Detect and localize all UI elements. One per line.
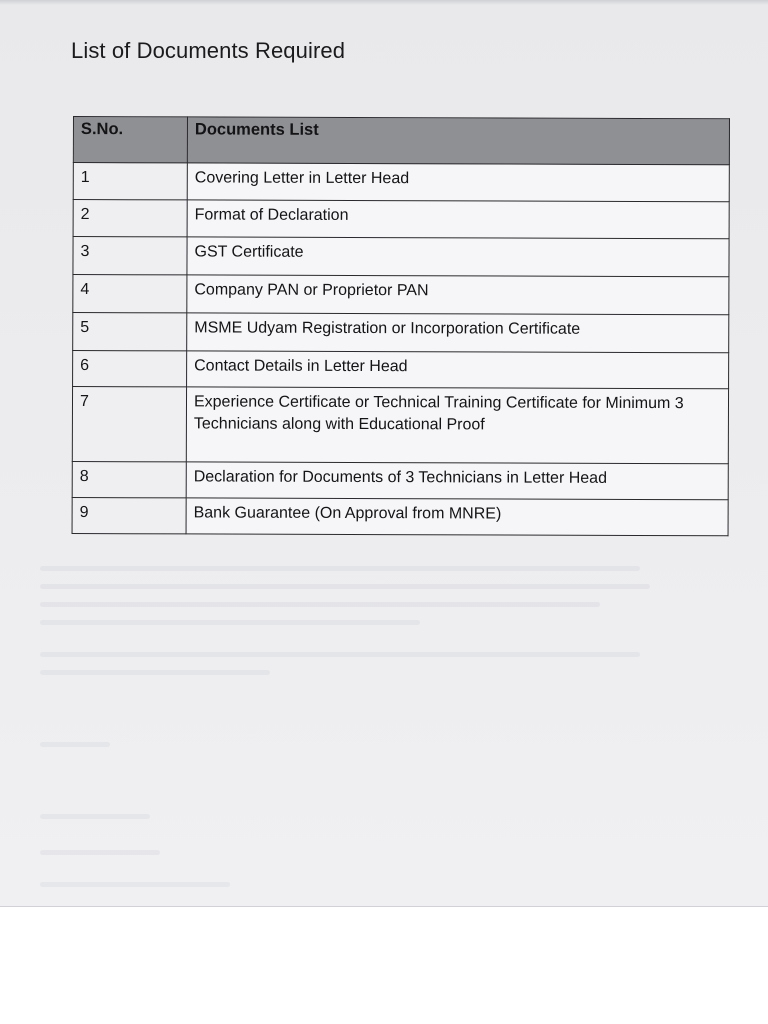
table-row	[73, 275, 729, 315]
paper-top-edge	[0, 0, 768, 5]
bleed-through-line	[40, 850, 160, 855]
documents-table	[72, 116, 730, 536]
table-row	[73, 163, 729, 202]
bleed-through-line	[40, 814, 150, 819]
table-row	[73, 237, 729, 277]
row-number: 9	[72, 497, 186, 533]
document-name: Format of Declaration	[187, 200, 729, 239]
row-number: 5	[73, 313, 187, 351]
table-row	[73, 200, 729, 239]
bleed-through-line	[40, 652, 640, 657]
table-row	[72, 497, 728, 535]
document-name: Experience Certificate or Technical Training Certificate for Minimum 3 Technicians along with Educational Proof	[186, 387, 728, 464]
table-row	[72, 387, 728, 464]
bleed-through-line	[40, 670, 270, 675]
document-name: Declaration for Documents of 3 Technicians in Letter Head	[186, 462, 728, 500]
column-header-sno: S.No.	[73, 117, 187, 163]
column-header-documents-list: Documents List	[187, 117, 729, 165]
document-name: Bank Guarantee (On Approval from MNRE)	[186, 498, 728, 536]
document-title: List of Documents Required	[71, 38, 346, 63]
row-number: 6	[73, 351, 187, 387]
bleed-through-line	[40, 602, 600, 607]
bleed-through-line	[40, 566, 640, 571]
row-number: 2	[73, 200, 187, 237]
table-row	[73, 313, 729, 353]
table-row	[72, 461, 728, 499]
row-number: 4	[73, 275, 187, 313]
document-name: MSME Udyam Registration or Incorporation Certificate	[187, 313, 729, 353]
row-number: 3	[73, 237, 187, 275]
table-header-row	[73, 117, 729, 165]
row-number: 7	[72, 387, 186, 462]
document-name: Contact Details in Letter Head	[187, 351, 729, 389]
table-row	[73, 351, 729, 389]
row-number: 8	[72, 461, 186, 497]
bleed-through-line	[40, 620, 420, 625]
bleed-through-line	[40, 742, 110, 747]
row-number: 1	[73, 163, 187, 200]
document-name: Covering Letter in Letter Head	[187, 163, 729, 202]
document-name: Company PAN or Proprietor PAN	[187, 275, 729, 315]
document-name: GST Certificate	[187, 237, 729, 277]
bleed-through-line	[40, 584, 650, 589]
bleed-through-line	[40, 882, 230, 887]
